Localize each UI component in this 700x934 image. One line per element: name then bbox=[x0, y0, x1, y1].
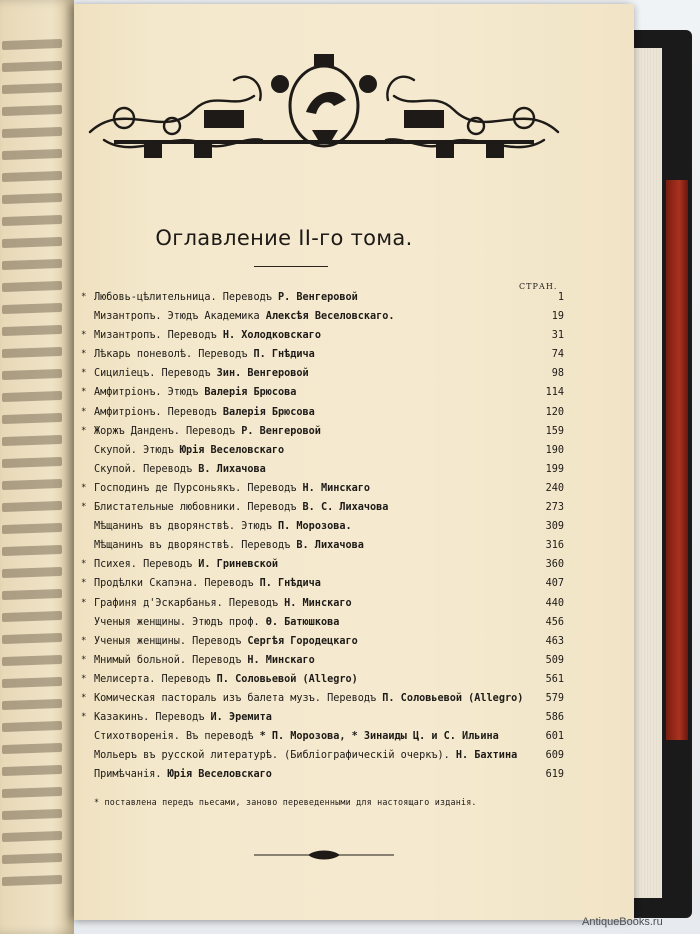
toc-entry-work: Мѣщанинъ въ дворянствѣ. Этюдъ bbox=[94, 521, 279, 533]
toc-entry-work: Сициліецъ. Переводъ bbox=[94, 368, 217, 380]
toc-entry-author: В. Лихачова bbox=[296, 540, 364, 552]
toc-entry-author: Н. Минскаго bbox=[302, 482, 371, 494]
toc-entry-work: Скупой. Переводъ bbox=[94, 463, 199, 475]
toc-entry-author: Валерія Брюсова bbox=[204, 387, 297, 399]
toc-entry-work: Мелисерта. Переводъ bbox=[94, 673, 217, 685]
toc-entry-page: 31 bbox=[551, 330, 564, 342]
watermark: AntiqueBooks.ru bbox=[582, 916, 663, 928]
toc-entry-title bbox=[94, 708, 272, 727]
toc-entry bbox=[81, 403, 564, 422]
new-translation-asterisk: * bbox=[81, 673, 87, 684]
toc-entry-work: Мизантропъ. Этюдъ Академика bbox=[94, 311, 266, 323]
toc-entry-work: Мѣщанинъ въ дворянствѣ. Переводъ bbox=[94, 540, 297, 552]
toc-entry-author: Н. Минскаго bbox=[284, 597, 352, 609]
toc-entry-title bbox=[94, 517, 352, 536]
toc-entry-author: Алексѣя Веселовскаго. bbox=[265, 311, 395, 323]
toc-entry-title bbox=[94, 555, 278, 574]
toc-entry bbox=[81, 383, 564, 402]
book-cover-red-spine bbox=[666, 180, 688, 740]
toc-entry-work: Казакинъ. Переводъ bbox=[94, 712, 211, 724]
toc-entry-work: Графиня д'Эскарбанья. Переводъ bbox=[94, 597, 285, 609]
toc-entry-work: Комическая пастораль изъ балета музъ. Переводъ bbox=[94, 692, 383, 704]
left-page-text-lines bbox=[2, 40, 62, 898]
toc-entry-author: Р. Венгеровой bbox=[278, 292, 358, 303]
toc-entry-author: В. С. Лихачова bbox=[302, 502, 389, 514]
toc-entry bbox=[88, 613, 564, 632]
toc-entry-author: Сергѣя Городецкаго bbox=[247, 635, 358, 647]
new-translation-asterisk: * bbox=[81, 292, 87, 302]
toc-entry-title bbox=[94, 307, 395, 326]
title-underline bbox=[254, 266, 328, 267]
toc-entry-page: 19 bbox=[551, 311, 564, 323]
toc-entry-title bbox=[94, 498, 388, 517]
toc-entry bbox=[81, 632, 564, 651]
toc-entry bbox=[81, 479, 564, 498]
toc-entry-page: 579 bbox=[545, 692, 564, 704]
book-page bbox=[74, 4, 634, 920]
toc-entry-page: 159 bbox=[545, 425, 564, 437]
toc-entry-page: 601 bbox=[545, 731, 564, 743]
toc-entry-work: Ученыя женщины. Переводъ bbox=[94, 635, 248, 647]
page-title: Оглавление II-го тома. bbox=[155, 226, 413, 250]
new-translation-asterisk: * bbox=[81, 387, 87, 398]
toc-entry-page: 190 bbox=[545, 444, 564, 456]
toc-entry-author: П. Соловьевой (Allegro) bbox=[382, 692, 524, 704]
toc-entry bbox=[88, 536, 564, 555]
toc-entry-title bbox=[94, 632, 358, 651]
toc-entry-page: 316 bbox=[545, 540, 564, 552]
toc-entry bbox=[81, 594, 564, 613]
page-column-header: СТРАН. bbox=[519, 282, 558, 291]
toc-entry-title bbox=[94, 670, 358, 689]
toc-entry bbox=[81, 326, 564, 345]
decorative-headpiece-ornament bbox=[84, 40, 564, 166]
new-translation-asterisk: * bbox=[81, 654, 87, 665]
toc-entry-page: 619 bbox=[545, 769, 564, 781]
new-translation-asterisk: * bbox=[81, 482, 87, 493]
toc-entry bbox=[81, 670, 564, 689]
toc-entry-author: И. Гриневской bbox=[198, 559, 279, 571]
toc-entry bbox=[88, 517, 564, 536]
toc-entry-page: 463 bbox=[545, 635, 564, 647]
toc-entry-title bbox=[94, 441, 284, 460]
toc-entry-work: Лѣкарь поневолѣ. Переводъ bbox=[94, 349, 254, 361]
toc-entry bbox=[88, 460, 564, 479]
toc-entry-author: П. Гнѣдича bbox=[253, 349, 315, 361]
toc-entry-author: Юрія Веселовскаго bbox=[179, 444, 285, 456]
toc-entry bbox=[81, 498, 564, 517]
toc-entry-title bbox=[94, 383, 296, 402]
toc-entry-author: Р. Венгеровой bbox=[241, 425, 321, 437]
toc-entry-author: Ѳ. Батюшкова bbox=[265, 616, 340, 628]
toc-entry bbox=[81, 708, 564, 727]
toc-entry bbox=[81, 364, 564, 383]
toc-entry-page: 120 bbox=[545, 406, 564, 418]
toc-entry-author: Н. Бахтина bbox=[455, 750, 518, 762]
toc-entry-page: 509 bbox=[545, 654, 564, 666]
toc-entry-page: 309 bbox=[545, 521, 564, 533]
toc-entry-page: 98 bbox=[551, 368, 564, 380]
toc-entry-work: Скупой. Этюдъ bbox=[94, 444, 180, 456]
toc-entry-work: Жоржъ Данденъ. Переводъ bbox=[94, 425, 242, 437]
toc-entry bbox=[81, 422, 564, 441]
toc-entry-work: Любовь-цѣлительница. Переводъ bbox=[94, 292, 279, 303]
toc-entry-work: Стихотворенія. Въ переводѣ bbox=[94, 731, 260, 743]
toc-entry-work: Мизантропъ. Переводъ bbox=[94, 330, 223, 342]
toc-entry-author: Валерія Брюсова bbox=[222, 406, 315, 418]
new-translation-asterisk: * bbox=[81, 349, 87, 360]
toc-entry-page: 586 bbox=[545, 712, 564, 724]
toc-entry-work: Блистательные любовники. Переводъ bbox=[94, 502, 303, 514]
table-of-contents bbox=[81, 288, 564, 784]
toc-entry-author: Н. Минскаго bbox=[247, 654, 315, 666]
toc-entry bbox=[81, 555, 564, 574]
toc-entry-page: 240 bbox=[545, 482, 564, 494]
toc-entry bbox=[81, 288, 564, 307]
toc-entry-work: Продѣлки Скапэна. Переводъ bbox=[94, 578, 260, 590]
toc-entry bbox=[88, 441, 564, 460]
toc-entry-work: Амфитріонъ. Этюдъ bbox=[94, 387, 205, 399]
footnote: * поставлена передъ пьесами, заново переведенными для настоящаго изданія. bbox=[94, 797, 477, 807]
toc-entry-author: В. Лихачова bbox=[198, 463, 266, 475]
toc-entry-page: 440 bbox=[545, 597, 564, 609]
toc-entry-author: * П. Морозова, * Зинаиды Ц. и С. Ильина bbox=[259, 731, 499, 743]
toc-entry-title bbox=[94, 765, 272, 784]
toc-entry-work: Мольеръ въ русской литературѣ. (Библіографическій очеркъ). bbox=[94, 750, 456, 762]
toc-entry-author: П. Морозова. bbox=[278, 521, 352, 533]
toc-entry-page: 114 bbox=[545, 387, 564, 399]
toc-entry-page: 360 bbox=[545, 559, 564, 571]
toc-entry-work: Мнимый больной. Переводъ bbox=[94, 654, 248, 666]
toc-entry bbox=[88, 727, 564, 746]
toc-entry-title bbox=[94, 403, 315, 422]
new-translation-asterisk: * bbox=[81, 635, 87, 646]
new-translation-asterisk: * bbox=[81, 692, 87, 703]
toc-entry-page: 1 bbox=[557, 292, 564, 303]
toc-entry-author: П. Соловьевой (Allegro) bbox=[216, 673, 358, 685]
toc-entry-title bbox=[94, 651, 315, 670]
toc-entry-title bbox=[94, 422, 321, 441]
toc-entry bbox=[88, 765, 564, 784]
toc-entry-title bbox=[94, 746, 517, 765]
toc-entry-work: Господинъ де Пурсоньякъ. Переводъ bbox=[94, 482, 303, 494]
new-translation-asterisk: * bbox=[81, 712, 87, 723]
new-translation-asterisk: * bbox=[81, 559, 87, 570]
toc-entry-title bbox=[94, 288, 358, 307]
toc-entry-work: Психея. Переводъ bbox=[94, 559, 199, 571]
toc-entry-title bbox=[94, 536, 364, 555]
toc-entry-page: 561 bbox=[545, 673, 564, 685]
toc-entry-title bbox=[94, 460, 266, 479]
toc-entry bbox=[88, 307, 564, 326]
new-translation-asterisk: * bbox=[81, 578, 87, 589]
toc-entry bbox=[81, 651, 564, 670]
decorative-tailpiece bbox=[254, 848, 394, 862]
new-translation-asterisk: * bbox=[81, 597, 87, 608]
toc-entry bbox=[81, 345, 564, 364]
toc-entry-work: Примѣчанія. bbox=[94, 769, 168, 781]
toc-entry-page: 199 bbox=[545, 463, 564, 475]
toc-entry-author: Юрія Веселовскаго bbox=[167, 769, 272, 781]
toc-entry-title bbox=[94, 479, 370, 498]
toc-entry-page: 74 bbox=[551, 349, 564, 361]
toc-entry-title bbox=[94, 727, 499, 746]
toc-entry-page: 273 bbox=[545, 502, 564, 514]
toc-entry-page: 609 bbox=[545, 750, 564, 762]
toc-entry-author: И. Эремита bbox=[210, 712, 272, 724]
toc-entry-title bbox=[94, 326, 321, 345]
toc-entry bbox=[81, 689, 564, 708]
new-translation-asterisk: * bbox=[81, 502, 87, 513]
new-translation-asterisk: * bbox=[81, 368, 87, 379]
left-page-edge bbox=[0, 0, 74, 934]
toc-entry-title bbox=[94, 345, 315, 364]
toc-entry bbox=[88, 746, 564, 765]
toc-entry-title bbox=[94, 613, 339, 632]
toc-entry-title bbox=[94, 574, 321, 593]
new-translation-asterisk: * bbox=[81, 406, 87, 417]
toc-entry-author: Н. Холодковскаго bbox=[222, 330, 321, 342]
toc-entry-work: Ученыя женщины. Этюдъ проф. bbox=[94, 616, 266, 628]
toc-entry-title bbox=[94, 594, 352, 613]
new-translation-asterisk: * bbox=[81, 425, 87, 436]
toc-entry-work: Амфитріонъ. Переводъ bbox=[94, 406, 223, 418]
new-translation-asterisk: * bbox=[81, 330, 87, 341]
toc-entry-page: 407 bbox=[545, 578, 564, 590]
toc-entry-title bbox=[94, 689, 523, 708]
toc-entry-author: П. Гнѣдича bbox=[259, 578, 321, 590]
toc-entry-title bbox=[94, 364, 309, 383]
toc-entry-author: Зин. Венгеровой bbox=[216, 368, 309, 380]
toc-entry-page: 456 bbox=[545, 616, 564, 628]
toc-entry bbox=[81, 574, 564, 593]
